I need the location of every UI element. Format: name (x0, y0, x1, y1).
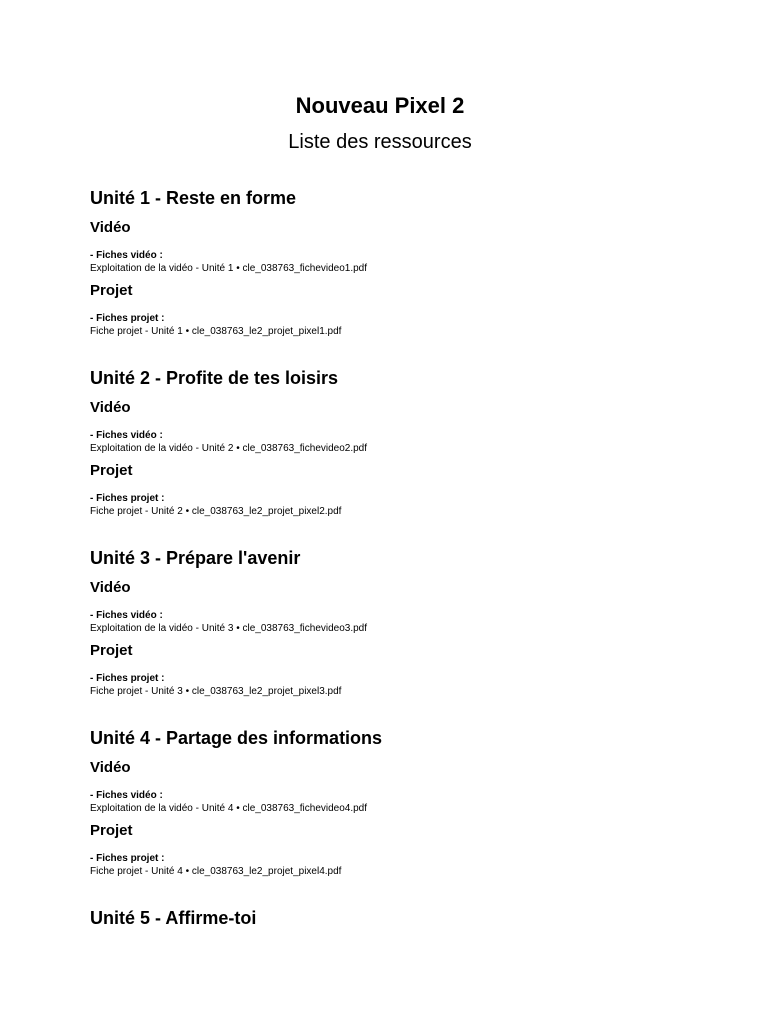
unit-section-3 (90, 546, 710, 698)
project-sheets-label: - Fiches projet : (90, 493, 165, 504)
project-sheets-label: - Fiches projet : (90, 853, 165, 864)
unit-heading: Unité 3 - Prépare l'avenir (90, 548, 301, 568)
project-sheets-label: - Fiches projet : (90, 673, 165, 684)
unit-section-5 (90, 906, 710, 930)
project-sheet-file: Fiche projet - Unité 4 • cle_038763_le2_projet_pixel4.pdf (90, 866, 342, 877)
unit-section-1 (90, 186, 710, 338)
project-sheet-file: Fiche projet - Unité 3 • cle_038763_le2_projet_pixel3.pdf (90, 686, 342, 697)
video-sheet-file: Exploitation de la vidéo - Unité 3 • cle_038763_fichevideo3.pdf (90, 623, 368, 634)
project-heading: Projet (90, 462, 133, 479)
project-sheets-label: - Fiches projet : (90, 313, 165, 324)
video-sheets-label: - Fiches vidéo : (90, 430, 163, 441)
video-sheets-label: - Fiches vidéo : (90, 790, 163, 801)
project-heading: Projet (90, 822, 133, 839)
project-heading: Projet (90, 282, 133, 299)
document-subtitle: Liste des ressources (288, 131, 472, 153)
unit-heading: Unité 5 - Affirme-toi (90, 908, 257, 928)
video-sheets-label: - Fiches vidéo : (90, 250, 163, 261)
unit-heading: Unité 2 - Profite de tes loisirs (90, 368, 339, 388)
video-sheets-label: - Fiches vidéo : (90, 610, 163, 621)
unit-heading: Unité 1 - Reste en forme (90, 188, 297, 208)
video-heading: Vidéo (90, 219, 131, 236)
video-heading: Vidéo (90, 759, 131, 776)
video-sheet-file: Exploitation de la vidéo - Unité 1 • cle_038763_fichevideo1.pdf (90, 263, 368, 274)
document-title: Nouveau Pixel 2 (295, 93, 465, 118)
project-heading: Projet (90, 642, 133, 659)
project-sheet-file: Fiche projet - Unité 1 • cle_038763_le2_projet_pixel1.pdf (90, 326, 342, 337)
video-heading: Vidéo (90, 399, 131, 416)
unit-heading: Unité 4 - Partage des informations (90, 728, 383, 748)
project-sheet-file: Fiche projet - Unité 2 • cle_038763_le2_projet_pixel2.pdf (90, 506, 342, 517)
video-sheet-file: Exploitation de la vidéo - Unité 2 • cle_038763_fichevideo2.pdf (90, 443, 368, 454)
unit-section-2 (90, 366, 710, 518)
unit-section-4 (90, 726, 710, 878)
video-sheet-file: Exploitation de la vidéo - Unité 4 • cle_038763_fichevideo4.pdf (90, 803, 368, 814)
video-heading: Vidéo (90, 579, 131, 596)
